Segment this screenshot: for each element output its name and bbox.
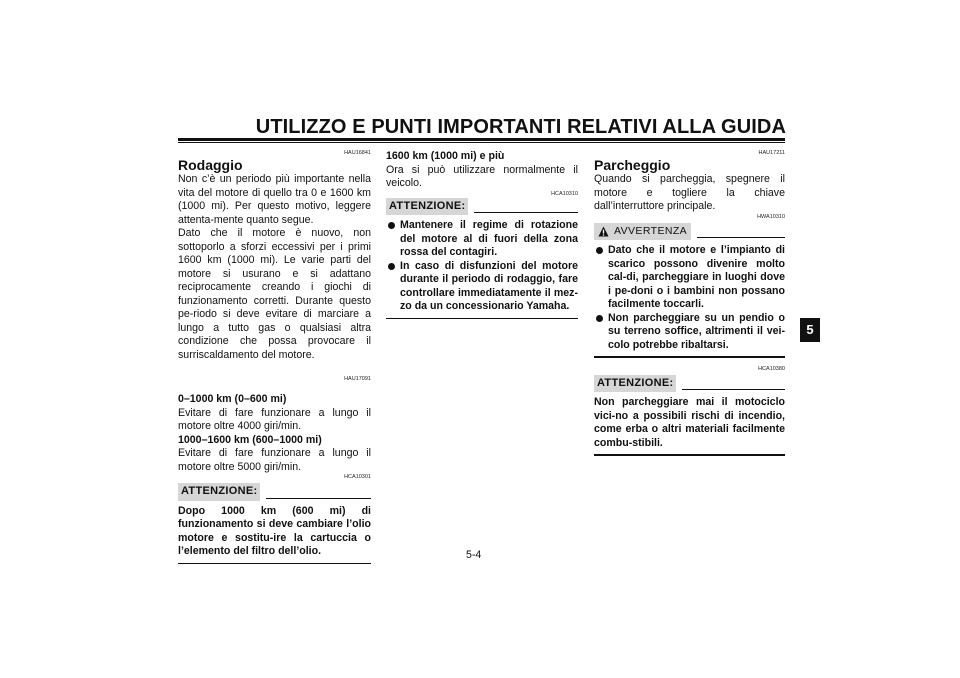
list-item: Mantenere il regime di rotazione del motore al di fuori della zona rossa del contagiri. xyxy=(386,219,578,260)
chapter-tab: 5 xyxy=(800,318,820,342)
attention-label: ATTENZIONE: xyxy=(386,198,468,216)
attention-code: HCA10301 xyxy=(344,474,371,480)
section-code: HAU16841 xyxy=(344,150,371,156)
warning-triangle-icon xyxy=(598,226,609,237)
list-item: Dato che il motore e l’impianto di scarico possono divenire molto cal-di, parcheggiare in luoghi dove i pe-doni o i bambini non possano facilmente toccarli. xyxy=(594,244,785,312)
attention-text: Dopo 1000 km (600 mi) di funzionamento si deve cambiare l’olio motore e sostitu-ire la cartuccia o l’elemento del filtro dell’olio. xyxy=(178,504,371,557)
column-1 xyxy=(178,150,371,564)
warning-label-box xyxy=(594,223,691,241)
header-rule-thin xyxy=(178,142,785,143)
subheading: 1000–1600 km (600–1000 mi) xyxy=(178,433,322,446)
page-header-title: UTILIZZO E PUNTI IMPORTANTI RELATIVI ALLA GUIDA xyxy=(255,116,786,138)
attention-rule xyxy=(474,212,578,213)
warning-code: HWA10310 xyxy=(757,213,785,220)
section-code: HAU17091 xyxy=(344,376,371,382)
paragraph: Evitare di fare funzionare a lungo il motore oltre 5000 giri/min. xyxy=(178,447,371,473)
paragraph: Ora si può utilizzare normalmente il veicolo. xyxy=(386,163,578,189)
bullet-icon xyxy=(388,263,395,270)
subheading: 1600 km (1000 mi) e più xyxy=(386,150,505,162)
paragraph: Evitare di fare funzionare a lungo il motore oltre 4000 giri/min. xyxy=(178,406,371,432)
page-number: 5-4 xyxy=(466,549,482,561)
bullet-icon xyxy=(388,222,395,229)
list-item: In caso di disfunzioni del motore durante il periodo di rodaggio, fare controllare immediatamente il mez-zo da un concessionario Yamaha. xyxy=(386,260,578,314)
attention-code: HCA10310 xyxy=(551,190,578,197)
attention-code: HCA10380 xyxy=(758,365,785,372)
subheading: 0–1000 km (0–600 mi) xyxy=(178,393,287,405)
end-rule xyxy=(386,318,578,320)
column-3 xyxy=(594,150,785,456)
end-rule xyxy=(178,563,371,565)
attention-header xyxy=(386,198,578,216)
warning-rule xyxy=(697,237,785,238)
end-rule xyxy=(594,454,785,456)
warning-list xyxy=(594,244,785,352)
attention-text: Non parcheggiare mai il motociclo vici-no a possibili rischi di incendio, come erba o altri materiali facilmente combu-stibili. xyxy=(594,396,785,449)
paragraph: Non c’è un periodo più importante nella vita del motore di quello tra 0 e 1600 km (1000 mi). Per questo motivo, leggere attenta-mente quanto segue. xyxy=(178,173,371,226)
attention-rule xyxy=(682,389,785,390)
warning-header xyxy=(594,223,785,241)
attention-label: ATTENZIONE: xyxy=(594,375,676,393)
attention-header xyxy=(594,375,785,393)
section-code: HAU17211 xyxy=(758,150,785,156)
attention-label: ATTENZIONE: xyxy=(178,483,260,501)
paragraph: Quando si parcheggia, spegnere il motore e togliere la chiave dall’interruttore principale. xyxy=(594,173,785,212)
header-rule xyxy=(178,138,785,141)
bullet-icon xyxy=(596,247,603,254)
column-2 xyxy=(386,150,578,319)
section-title-parcheggio: Parcheggio xyxy=(594,157,671,173)
list-item: Non parcheggiare su un pendio o su terreno soffice, altrimenti il vei-colo potrebbe ribaltarsi. xyxy=(594,312,785,353)
attention-list xyxy=(386,219,578,314)
attention-rule xyxy=(266,498,371,499)
attention-header xyxy=(178,483,371,501)
warning-label: AVVERTENZA xyxy=(614,224,688,237)
bullet-icon xyxy=(596,315,603,322)
paragraph: Dato che il motore è nuovo, non sottoporlo a sforzi eccessivi per i primi 1600 km (1000 mi). Le varie parti del motore si usurano e si adattano reciprocamente creando i giochi di funzionamento corretti. Durante questo pe-riodo si deve evitare di marciare a lungo a tutto gas o qualsiasi altra condizione che possa provocare il surriscaldamento del motore. xyxy=(178,227,371,361)
end-rule xyxy=(594,356,785,358)
section-title-rodaggio: Rodaggio xyxy=(178,157,243,173)
